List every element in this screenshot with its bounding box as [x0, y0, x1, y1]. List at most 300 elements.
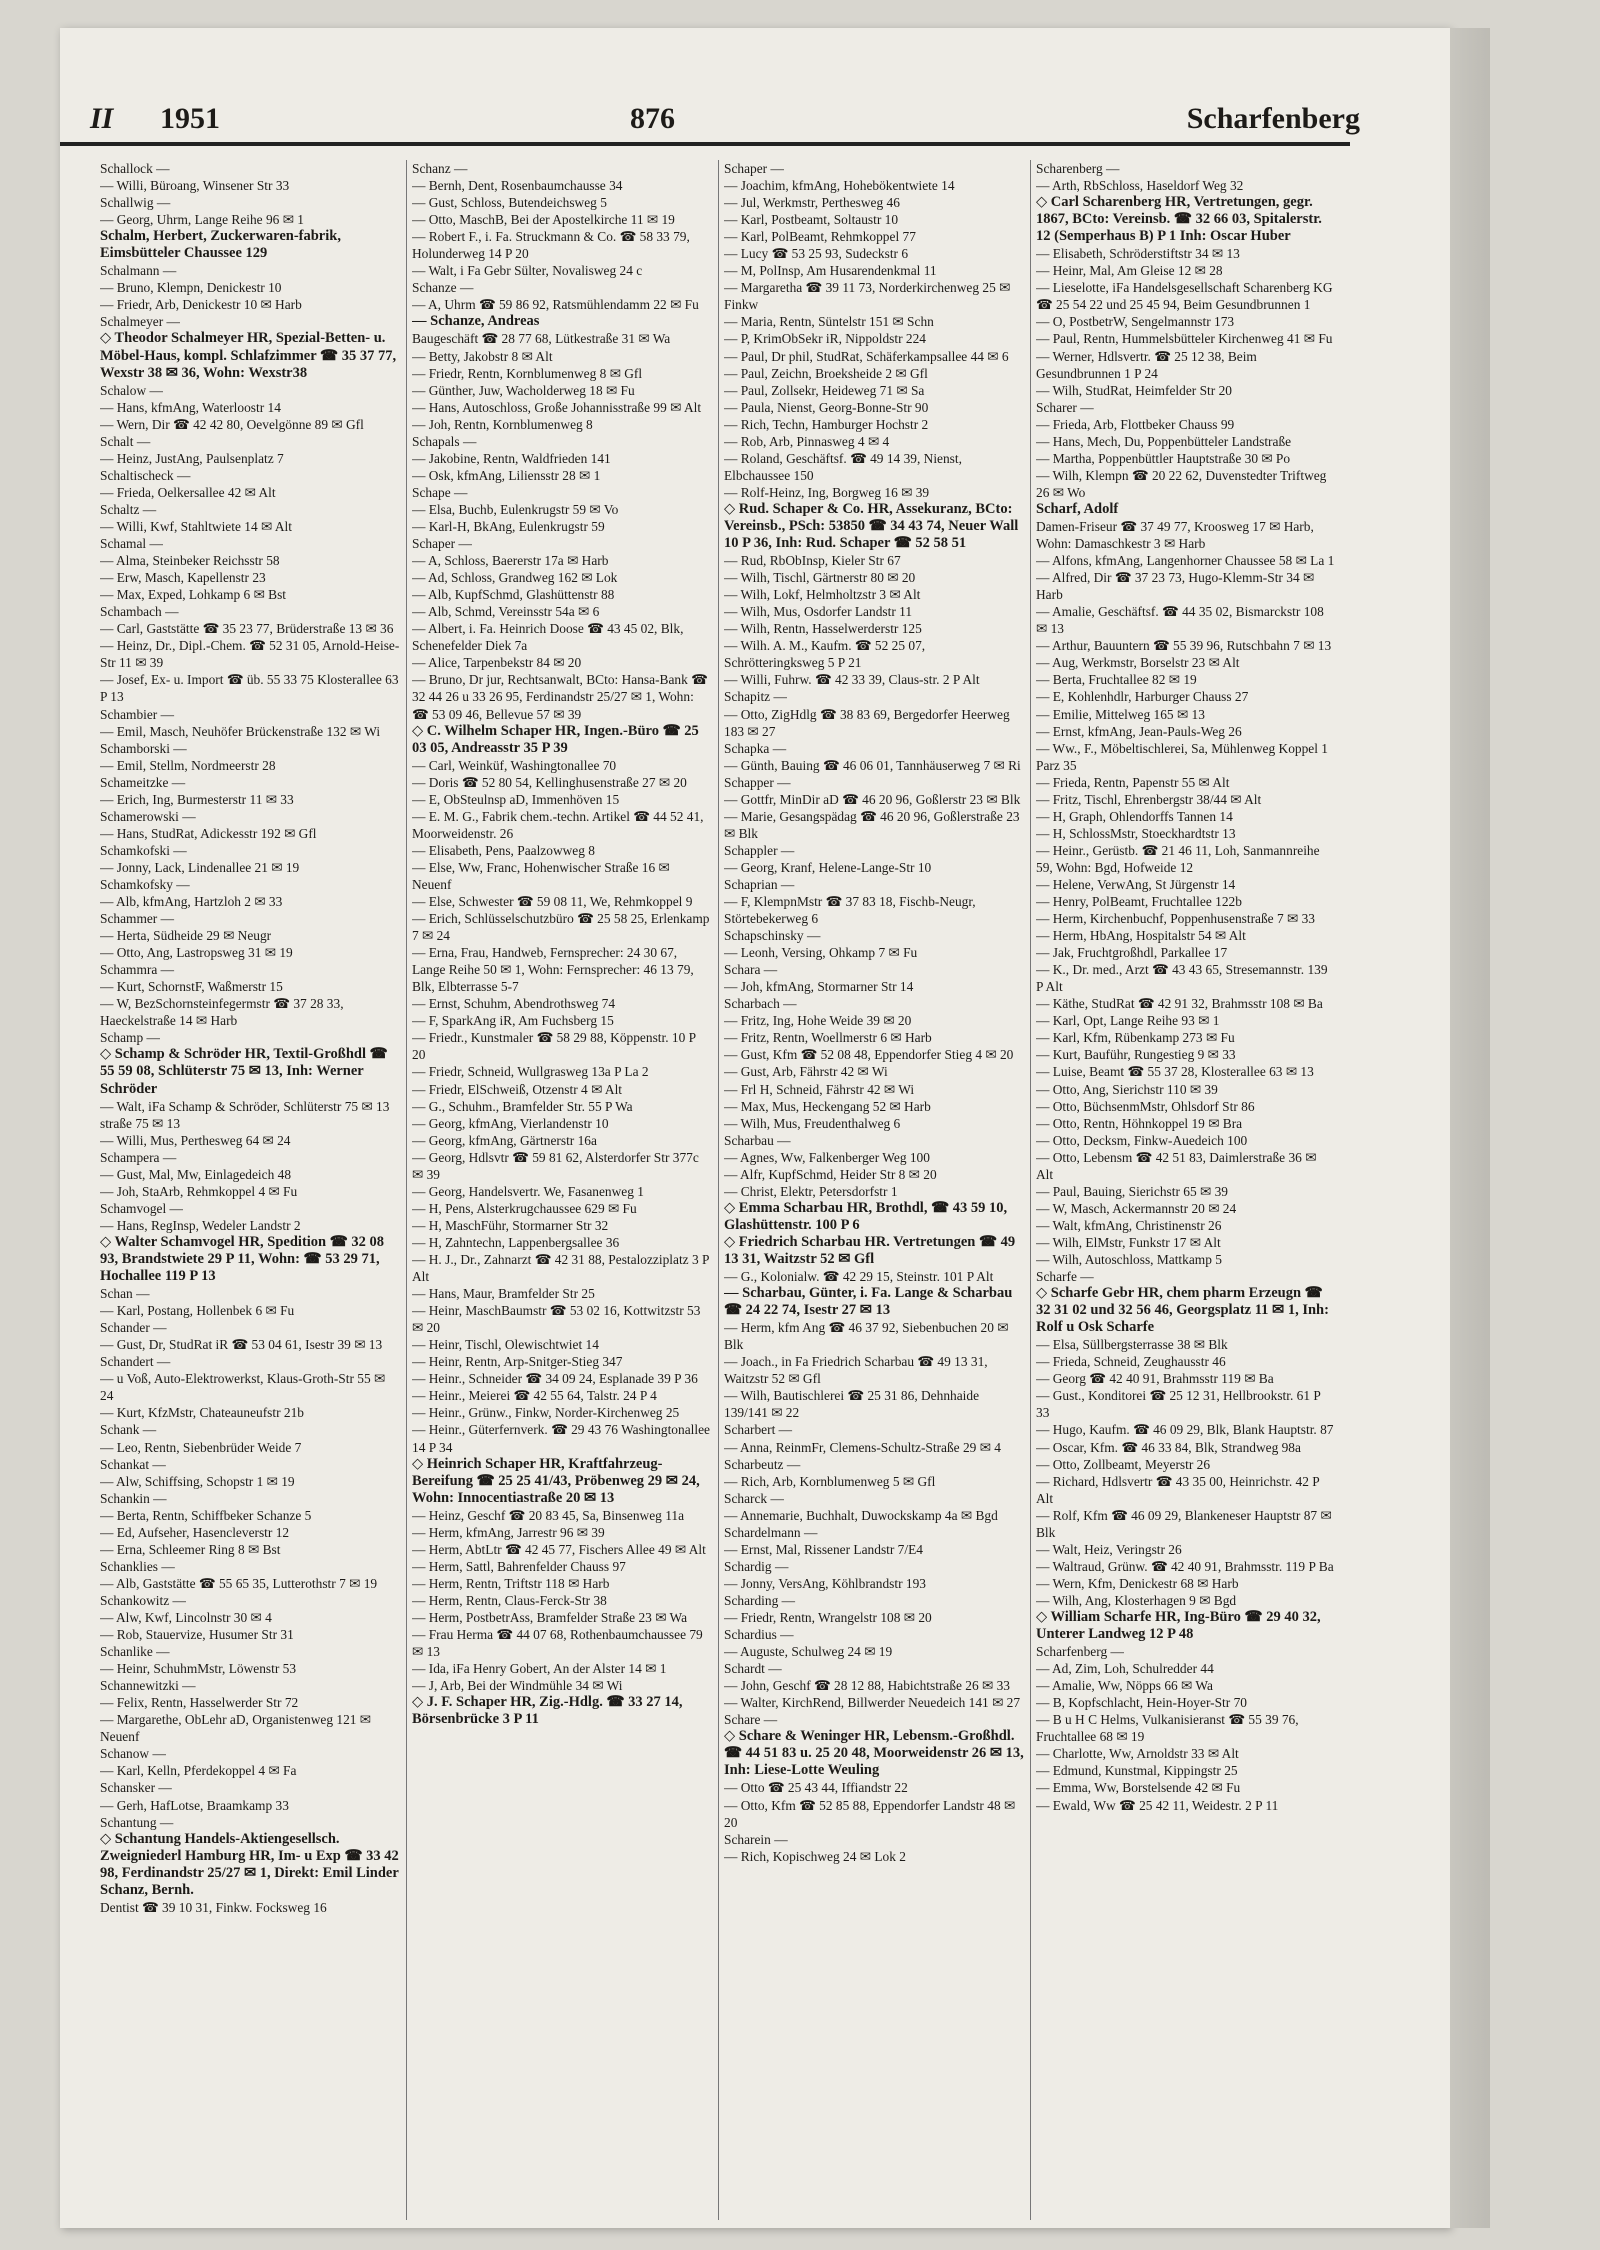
directory-columns [100, 160, 1350, 2240]
directory-entry: — Joachim, kfmAng, Hohebökentwiete 14 [724, 178, 955, 194]
directory-entry: — Ad, Schloss, Grandweg 162 ✉ Lok [412, 570, 618, 586]
directory-entry: — Heinr, Tischl, Olewischtwiet 14 [412, 1337, 599, 1353]
directory-entry: — Alice, Tarpenbekstr 84 ✉ 20 [412, 655, 582, 671]
directory-entry: — Otto, Ang, Sierichstr 110 ✉ 39 [1036, 1081, 1218, 1097]
directory-entry: — Agnes, Ww, Falkenberger Weg 100 [724, 1149, 930, 1165]
directory-entry: Schardius — [724, 1627, 794, 1643]
column-3 [724, 160, 1024, 2220]
directory-entry: — Paula, Nienst, Georg-Bonne-Str 90 [724, 399, 929, 415]
directory-entry: Schapals — [412, 433, 477, 449]
directory-entry: — Rich, Arb, Kornblumenweg 5 ✉ Gfl [724, 1473, 936, 1489]
directory-entry: — G., Schuhm., Bramfelder Str. 55 P Wa [412, 1098, 633, 1114]
directory-entry: — M, PolInsp, Am Husarendenkmal 11 [724, 263, 937, 279]
directory-entry: — Frieda, Oelkersallee 42 ✉ Alt [100, 484, 276, 500]
directory-entry: — Kurt, Bauführ, Rungestieg 9 ✉ 33 [1036, 1047, 1236, 1063]
directory-entry: — Luise, Beamt ☎ 55 37 28, Klosterallee 63 ✉ 13 [1036, 1064, 1314, 1080]
directory-entry: Damen-Friseur ☎ 37 49 77, Kroosweg 17 ✉ Harb, Wohn: Damaschkestr 3 ✉ Harb [1036, 518, 1314, 552]
directory-entry: — Frieda, Schneid, Zeughausstr 46 [1036, 1354, 1226, 1370]
directory-entry: — Emil, Masch, Neuhöfer Brückenstraße 132 ✉ Wi [100, 723, 381, 739]
column-1 [100, 160, 400, 2220]
directory-entry: — Gust, Arb, Fährstr 42 ✉ Wi [724, 1064, 888, 1080]
directory-entry: — Albert, i. Fa. Heinrich Doose ☎ 43 45 02, Blk, Schenefelder Diek 7a [412, 621, 684, 654]
directory-entry: ◇ J. F. Schaper HR, Zig.-Hdlg. ☎ 33 27 14, Börsenbrücke 3 P 11 [412, 1694, 683, 1728]
directory-entry: — Elsa, Buchb, Eulenkrugstr 59 ✉ Vo [412, 501, 619, 517]
directory-entry: — Heinr, Mal, Am Gleise 12 ✉ 28 [1036, 263, 1223, 279]
directory-entry: — E, Kohlenhdlr, Harburger Chauss 27 [1036, 689, 1249, 705]
directory-entry: — Else, Schwester ☎ 59 08 11, We, Rehmkoppel 9 [412, 894, 693, 910]
directory-entry: — H, Graph, Ohlendorffs Tannen 14 [1036, 808, 1233, 824]
directory-entry: — Felix, Rentn, Hasselwerder Str 72 [100, 1695, 299, 1711]
directory-entry: ◇ C. Wilhelm Schaper HR, Ingen.-Büro ☎ 25 03 05, Andreasstr 35 P 39 [412, 722, 699, 756]
directory-entry: — Jonny, Lack, Lindenallee 21 ✉ 19 [100, 859, 300, 875]
directory-entry: — A, Uhrm ☎ 59 86 92, Ratsmühlendamm 22 ✉ Fu [412, 297, 699, 313]
directory-entry: — Ernst, Mal, Rissener Landstr 7/E4 [724, 1541, 923, 1557]
directory-entry: — F, SparkAng iR, Am Fuchsberg 15 [412, 1013, 614, 1029]
directory-entry: — Gust, Kfm ☎ 52 08 48, Eppendorfer Stieg 4 ✉ 20 [724, 1047, 1014, 1063]
directory-entry: — Heinz, JustAng, Paulsenplatz 7 [100, 450, 284, 466]
directory-entry: Schankin — [100, 1490, 167, 1506]
directory-entry: — Wilh, Ang, Klosterhagen 9 ✉ Bgd [1036, 1592, 1237, 1608]
directory-entry: — Friedr., Kunstmaler ☎ 58 29 88, Köppenstr. 10 P 20 [412, 1030, 696, 1063]
directory-entry: — Annemarie, Buchhalt, Duwockskamp 4a ✉ Bgd [724, 1507, 998, 1523]
directory-entry: Schalmeyer — [100, 314, 180, 330]
directory-entry: Schanz, Bernh. [100, 1881, 194, 1898]
directory-entry: Schanlike — [100, 1644, 170, 1660]
directory-entry: — Otto, Decksm, Finkw-Auedeich 100 [1036, 1132, 1248, 1148]
directory-entry: — Herm, AbtLtr ☎ 42 45 77, Fischers Allee 49 ✉ Alt [412, 1541, 706, 1557]
directory-entry: — Heinr., Schneider ☎ 34 09 24, Esplanade 39 P 36 [412, 1371, 698, 1387]
directory-entry: — Willi, Fuhrw. ☎ 42 33 39, Claus-str. 2 P Alt [724, 672, 980, 688]
directory-entry: Schannewitzki — [100, 1678, 196, 1694]
directory-entry: Schandert — [100, 1354, 171, 1370]
directory-entry: Schappler — [724, 842, 795, 858]
directory-entry: Schammra — [100, 962, 175, 978]
directory-entry: — Karl, Postbeamt, Soltaustr 10 [724, 212, 899, 228]
directory-entry: — Joh, StaArb, Rehmkoppel 4 ✉ Fu [100, 1183, 298, 1199]
directory-entry: — Paul, Dr phil, StudRat, Schäferkampsallee 44 ✉ 6 [724, 348, 1009, 364]
directory-entry: — Joach., in Fa Friedrich Scharbau ☎ 49 13 31, Waitzstr 52 ✉ Gfl [724, 1354, 988, 1387]
directory-entry: — Rolf, Kfm ☎ 46 09 29, Blankeneser Hauptstr 87 ✉ Blk [1036, 1507, 1332, 1540]
directory-entry: — Kurt, SchornstF, Waßmerstr 15 [100, 979, 283, 995]
directory-entry: — Willi, Kwf, Stahltwiete 14 ✉ Alt [100, 518, 292, 534]
directory-entry: — Amalie, Geschäftsf. ☎ 44 35 02, Bismarckstr 108 ✉ 13 [1036, 604, 1324, 637]
directory-entry: — Ernst, kfmAng, Jean-Pauls-Weg 26 [1036, 723, 1242, 739]
directory-entry: — Günth, Bauing ☎ 46 06 01, Tannhäuserweg 7 ✉ Ri [724, 757, 1021, 773]
directory-entry: — Henry, PolBeamt, Fruchtallee 122b [1036, 894, 1242, 910]
directory-entry: — Alw, Schiffsing, Schopstr 1 ✉ 19 [100, 1473, 295, 1489]
directory-entry: — Paul, Rentn, Hummelsbütteler Kirchenweg 41 ✉ Fu [1036, 331, 1333, 347]
directory-entry: — Osk, kfmAng, Liliensstr 28 ✉ 1 [412, 467, 601, 483]
directory-entry: — Max, Mus, Heckengang 52 ✉ Harb [724, 1098, 931, 1114]
directory-entry: — Charlotte, Ww, Arnoldstr 33 ✉ Alt [1036, 1746, 1239, 1762]
column-4 [1036, 160, 1336, 2220]
directory-entry: — Martha, Poppenbüttler Hauptstraße 30 ✉ Po [1036, 450, 1291, 466]
directory-entry: — F, KlempnMstr ☎ 37 83 18, Fischb-Neugr, Störtebekerweg 6 [724, 894, 976, 927]
directory-entry: — Alw, Kwf, Lincolnstr 30 ✉ 4 [100, 1609, 272, 1625]
directory-entry: — Paul, Bauing, Sierichstr 65 ✉ 39 [1036, 1183, 1228, 1199]
directory-entry: — Otto, Ang, Lastropsweg 31 ✉ 19 [100, 945, 293, 961]
directory-entry: — Waltraud, Grünw. ☎ 42 40 91, Brahmsstr. 119 P Ba [1036, 1558, 1334, 1574]
directory-entry: — Berta, Rentn, Schiffbeker Schanze 5 [100, 1507, 312, 1523]
directory-entry: Schamvogel — [100, 1200, 183, 1216]
directory-entry: — Hans, kfmAng, Waterloostr 14 [100, 399, 281, 415]
directory-entry: — Georg, Handelsvertr. We, Fasanenweg 1 [412, 1183, 644, 1199]
directory-entry: — Fritz, Tischl, Ehrenbergstr 38/44 ✉ Alt [1036, 791, 1262, 807]
directory-entry: — Heinr., Meierei ☎ 42 55 64, Talstr. 24 P 4 [412, 1388, 657, 1404]
directory-entry: — Else, Ww, Franc, Hohenwischer Straße 16 ✉ Neuenf [412, 859, 670, 892]
directory-entry: Schardt — [724, 1661, 782, 1677]
directory-entry: — Hans, Mech, Du, Poppenbütteler Landstraße [1036, 433, 1292, 449]
directory-entry: — Ewald, Ww ☎ 25 42 11, Weidestr. 2 P 11 [1036, 1797, 1279, 1813]
directory-entry: Schankat — [100, 1456, 166, 1472]
directory-entry: Schapitz — [724, 689, 787, 705]
directory-entry: — Bernh, Dent, Rosenbaumchausse 34 [412, 178, 623, 194]
directory-entry: — Otto, BüchsenmMstr, Ohlsdorf Str 86 [1036, 1098, 1255, 1114]
directory-entry: — Rich, Techn, Hamburger Hochstr 2 [724, 416, 929, 432]
directory-entry: Scharenberg — [1036, 161, 1120, 176]
directory-entry: — Otto, MaschB, Bei der Apostelkirche 11 ✉ 19 [412, 212, 675, 228]
directory-entry: — Willi, Büroang, Winsener Str 33 [100, 178, 290, 194]
directory-entry: — B u H C Helms, Vulkanisieranst ☎ 55 39 76, Fruchtallee 68 ✉ 19 [1036, 1712, 1299, 1745]
directory-entry: — J, Arb, Bei der Windmühle 34 ✉ Wi [412, 1678, 623, 1694]
directory-entry: — Ad, Zim, Loh, Schulredder 44 [1036, 1661, 1214, 1677]
directory-entry: — Helene, VerwAng, St Jürgenstr 14 [1036, 876, 1236, 892]
directory-entry: — Herm, Sattl, Bahrenfelder Chauss 97 [412, 1558, 626, 1574]
directory-entry: — Friedr, Rentn, Kornblumenweg 8 ✉ Gfl [412, 365, 643, 381]
directory-entry: ◇ Walter Schamvogel HR, Spedition ☎ 32 08 93, Brandstwiete 29 P 11, Wohn: ☎ 53 29 71, Hochallee 119 P 13 [100, 1233, 385, 1285]
directory-entry: Schara — [724, 962, 778, 978]
directory-entry: — Wilh, Mus, Osdorfer Landstr 11 [724, 604, 913, 620]
directory-entry: — Bruno, Klempn, Denickestr 10 [100, 280, 282, 296]
directory-entry: Scharbau — [724, 1132, 791, 1148]
directory-entry: — Max, Exped, Lohkamp 6 ✉ Bst [100, 587, 287, 603]
directory-entry: — Betty, Jakobstr 8 ✉ Alt [412, 348, 553, 364]
directory-entry: — Jonny, VersAng, Köhlbrandstr 193 [724, 1575, 926, 1591]
directory-entry: — Herm, Rentn, Triftstr 118 ✉ Harb [412, 1575, 610, 1591]
directory-entry: — Otto, Kfm ☎ 52 85 88, Eppendorfer Landstr 48 ✉ 20 [724, 1797, 1016, 1830]
directory-entry: — Scharbau, Günter, i. Fa. Lange & Scharbau ☎ 24 22 74, Isestr 27 ✉ 13 [724, 1285, 1013, 1319]
directory-entry: — Hugo, Kaufm. ☎ 46 09 29, Blk, Blank Hauptstr. 87 [1036, 1422, 1334, 1438]
directory-entry: Schapper — [724, 774, 791, 790]
directory-entry: — Willi, Mus, Perthesweg 64 ✉ 24 [100, 1132, 291, 1148]
directory-entry: Schapschinsky — [724, 928, 821, 944]
directory-entry: — Wilh, Tischl, Gärtnerstr 80 ✉ 20 [724, 570, 916, 586]
directory-entry: — Jul, Werkmstr, Perthesweg 46 [724, 195, 900, 211]
directory-entry: Schallwig — [100, 195, 171, 211]
directory-entry: — Herm, HbAng, Hospitalstr 54 ✉ Alt [1036, 928, 1246, 944]
directory-entry: — Elisabeth, Schröderstiftstr 34 ✉ 13 [1036, 246, 1240, 262]
directory-entry: — Anna, ReinmFr, Clemens-Schultz-Straße 29 ✉ 4 [724, 1439, 1001, 1455]
directory-entry: — Leo, Rentn, Siebenbrüder Weide 7 [100, 1439, 302, 1455]
directory-entry: — Georg, Kranf, Helene-Lange-Str 10 [724, 859, 932, 875]
directory-entry: — Walt, kfmAng, Christinenstr 26 [1036, 1217, 1222, 1233]
directory-entry: — Alfr, KupfSchmd, Heider Str 8 ✉ 20 [724, 1166, 937, 1182]
directory-entry: — Elsa, Süllbergsterrasse 38 ✉ Blk [1036, 1337, 1228, 1353]
directory-entry: — Rob, Arb, Pinnasweg 4 ✉ 4 [724, 433, 890, 449]
directory-entry: ◇ William Scharfe HR, Ing-Büro ☎ 29 40 32, Unterer Landweg 12 P 48 [1036, 1608, 1321, 1643]
directory-entry: ◇ Theodor Schalmeyer HR, Spezial-Betten- u. Möbel-Haus, kompl. Schlafzimmer ☎ 35 37 77, Wexstr 38 ✉ 36, Wohn: Wexstr38 [100, 330, 397, 381]
directory-entry: — H, MaschFühr, Stormarner Str 32 [412, 1217, 609, 1233]
directory-entry: — Emma, Ww, Borstelsende 42 ✉ Fu [1036, 1780, 1241, 1796]
directory-entry: — Robert F., i. Fa. Struckmann & Co. ☎ 58 33 79, Holunderweg 14 P 20 [412, 229, 690, 262]
directory-entry: ◇ Schamp & Schröder HR, Textil-Großhdl ☎ 55 59 08, Schlüterstr 75 ✉ 13, Inh: Werner Schröder [100, 1046, 388, 1097]
directory-entry: — Ernst, Schuhm, Abendrothsweg 74 [412, 996, 616, 1012]
directory-entry: — Herm, Kirchenbuchf, Poppenhusenstraße 7 ✉ 33 [1036, 911, 1315, 927]
directory-entry: — Ida, iFa Henry Gobert, An der Alster 14 ✉ 1 [412, 1661, 667, 1677]
directory-entry: — Ed, Aufseher, Hasencleverstr 12 [100, 1524, 290, 1540]
directory-entry: ◇ Rud. Schaper & Co. HR, Assekuranz, BCto: Vereinsb., PSch: 53850 ☎ 34 43 74, Neuer Wall 10 P 36, Inh: Rud. Schaper ☎ 52 58 51 [724, 500, 1019, 552]
directory-entry: — Alma, Steinbeker Reichsstr 58 [100, 553, 280, 569]
directory-entry: Scharbert — [724, 1422, 793, 1438]
directory-entry: — Heinr, SchuhmMstr, Löwenstr 53 [100, 1661, 297, 1677]
directory-entry: — Josef, Ex- u. Import ☎ üb. 55 33 75 Klosterallee 63 P 13 [100, 672, 399, 705]
directory-entry: — Paul, Zollsekr, Heideweg 71 ✉ Sa [724, 382, 925, 398]
directory-entry: — Otto, Zollbeamt, Meyerstr 26 [1036, 1456, 1211, 1472]
directory-entry: Scharein — [724, 1831, 788, 1847]
directory-entry: — Karl-H, BkAng, Eulenkrugstr 59 [412, 518, 605, 534]
directory-entry: — Hans, RegInsp, Wedeler Landstr 2 [100, 1217, 301, 1233]
directory-entry: — H, Zahntechn, Lappenbergsallee 36 [412, 1234, 620, 1250]
directory-entry: — Gottfr, MinDir aD ☎ 46 20 96, Goßlerstr 23 ✉ Blk [724, 791, 1021, 807]
directory-entry: — Otto, ZigHdlg ☎ 38 83 69, Bergedorfer Heerweg 183 ✉ 27 [724, 706, 1010, 739]
directory-entry: — Wern, Dir ☎ 42 42 80, Oevelgönne 89 ✉ Gfl [100, 416, 364, 432]
directory-entry: — Frau Herma ☎ 44 07 68, Rothenbaumchaussee 79 ✉ 13 [412, 1627, 703, 1660]
directory-entry: — Rud, RbObInsp, Kieler Str 67 [724, 553, 901, 569]
directory-entry: — W, BezSchornsteinfegermstr ☎ 37 28 33, Haeckelstraße 14 ✉ Harb [100, 996, 344, 1029]
directory-entry: — Alfred, Dir ☎ 37 23 73, Hugo-Klemm-Str 34 ✉ Harb [1036, 570, 1315, 603]
directory-entry: — Wilh, Rentn, Hasselwerderstr 125 [724, 621, 922, 637]
directory-entry: — E, ObSteulnsp aD, Immenhöven 15 [412, 791, 620, 807]
directory-entry: — Alb, Gaststätte ☎ 55 65 35, Lutterothstr 7 ✉ 19 [100, 1575, 378, 1591]
directory-entry: — Rob, Stauervize, Husumer Str 31 [100, 1627, 294, 1643]
directory-entry: — Gerh, HafLotse, Braamkamp 33 [100, 1797, 289, 1813]
directory-entry: Schardig — [724, 1558, 789, 1574]
directory-entry: — Georg, Uhrm, Lange Reihe 96 ✉ 1 [100, 212, 304, 228]
page-number: 876 [630, 102, 675, 135]
directory-entry: — Rolf-Heinz, Ing, Borgweg 16 ✉ 39 [724, 484, 930, 500]
directory-entry: — Hans, Autoschloss, Große Johannisstraße 99 ✉ Alt [412, 399, 702, 415]
directory-entry: Schapka — [724, 740, 787, 756]
directory-entry: — Karl, Kfm, Rübenkamp 273 ✉ Fu [1036, 1030, 1235, 1046]
directory-entry: — Heinr, MaschBaumstr ☎ 53 02 16, Kottwitzstr 53 ✉ 20 [412, 1303, 701, 1336]
directory-entry: — Günther, Juw, Wacholderweg 18 ✉ Fu [412, 382, 635, 398]
directory-entry: — B, Kopfschlacht, Hein-Hoyer-Str 70 [1036, 1695, 1247, 1711]
directory-entry: — Karl, PolBeamt, Rehmkoppel 77 [724, 229, 916, 245]
directory-entry: Schankowitz — [100, 1592, 186, 1608]
directory-entry: Schammer — [100, 911, 175, 927]
directory-entry: Scharf, Adolf [1036, 500, 1119, 517]
directory-entry: Baugeschäft ☎ 28 77 68, Lütkestraße 31 ✉ Wa [412, 331, 671, 347]
directory-entry: Schantung — [100, 1814, 174, 1830]
directory-entry: — Maria, Rentn, Süntelstr 151 ✉ Schn [724, 314, 934, 330]
directory-entry: — Alb, KupfSchmd, Glashüttenstr 88 [412, 587, 615, 603]
directory-entry: — Friedr, Arb, Denickestr 10 ✉ Harb [100, 297, 302, 313]
directory-entry: — Frieda, Arb, Flottbeker Chauss 99 [1036, 416, 1235, 432]
directory-entry: — Herm, Rentn, Claus-Ferck-Str 38 [412, 1592, 607, 1608]
directory-entry: — Friedr, ElSchweiß, Otzenstr 4 ✉ Alt [412, 1081, 623, 1097]
directory-entry: — Fritz, Rentn, Woellmerstr 6 ✉ Harb [724, 1030, 932, 1046]
book-gutter [1450, 28, 1490, 2228]
directory-entry: — Walter, KirchRend, Billwerder Neuedeich 141 ✉ 27 [724, 1695, 1021, 1711]
directory-entry: — Emilie, Mittelweg 165 ✉ 13 [1036, 706, 1205, 722]
directory-entry: — Paul, Zeichn, Broeksheide 2 ✉ Gfl [724, 365, 928, 381]
directory-entry: — Walt, i Fa Gebr Sülter, Novaliswеg 24 c [412, 263, 643, 279]
directory-entry: — P, KrimObSekr iR, Nippoldstr 224 [724, 331, 926, 347]
directory-entry: Schaltischeck — [100, 467, 191, 483]
directory-entry: Scharbeutz — [724, 1456, 801, 1472]
directory-entry: — Wilh. A. M., Kaufm. ☎ 52 25 07, Schrötteringksweg 5 P 21 [724, 638, 926, 671]
directory-entry: Schaper — [724, 161, 784, 176]
running-head: Scharfenberg [1186, 102, 1360, 135]
directory-entry: Schalow — [100, 382, 163, 398]
directory-entry: Schampera — [100, 1149, 177, 1165]
directory-entry: — Georg, kfmAng, Gärtnerstr 16a [412, 1132, 597, 1148]
directory-entry: — Ww., F., Möbeltischlerei, Sa, Mühlenweg Koppel 1 Parz 35 [1036, 740, 1328, 773]
directory-entry: — Roland, Geschäftsf. ☎ 49 14 39, Nienst, Elbchaussee 150 [724, 450, 962, 483]
directory-entry: — Herta, Südheide 29 ✉ Neugr [100, 928, 272, 944]
directory-entry: — E. M. G., Fabrik chem.-techn. Artikel ☎ 44 52 41, Moorweidenstr. 26 [412, 808, 704, 841]
directory-entry: — Lieselotte, iFa Handelsgesellschaft Scharenberg KG ☎ 25 54 22 und 25 45 94, Beim Gesundbrunnen 1 [1036, 280, 1333, 313]
directory-entry: — W, Masch, Ackermannstr 20 ✉ 24 [1036, 1200, 1237, 1216]
directory-entry: Schardelmann — [724, 1524, 818, 1540]
directory-entry: — Doris ☎ 52 80 54, Kellinghusenstraße 27 ✉ 20 [412, 774, 687, 790]
directory-entry: — Erna, Frau, Handweb, Fernsprecher: 24 30 67, Lange Reihe 50 ✉ 1, Wohn: Fernsprecher: 46 13 79, Blk, Elbterrasse 5-7 [412, 945, 694, 995]
directory-entry: — Carl, Gaststätte ☎ 35 23 77, Brüderstraße 13 ✉ 36 [100, 621, 394, 637]
directory-entry: Scharfe — [1036, 1269, 1094, 1285]
directory-entry: — Georg, Hdlsvtr ☎ 59 81 62, Alsterdorfer Str 377c ✉ 39 [412, 1149, 699, 1182]
directory-entry: — A, Schloss, Baererstr 17a ✉ Harb [412, 553, 609, 569]
directory-entry: — Wilh, Mus, Freudenthalweg 6 [724, 1115, 901, 1131]
directory-entry: — Gust, Mal, Mw, Einlagedeich 48 [100, 1166, 292, 1182]
directory-entry: Scharding — [724, 1592, 796, 1608]
directory-entry: — Rich, Kopischweg 24 ✉ Lok 2 [724, 1848, 906, 1864]
directory-entry: — Amalie, Ww, Nöpps 66 ✉ Wa [1036, 1678, 1213, 1694]
directory-entry: — Georg ☎ 42 40 91, Brahmsstr 119 ✉ Ba [1036, 1371, 1274, 1387]
directory-entry: — Gust, Schloss, Butendeichsweg 5 [412, 195, 607, 211]
directory-entry: ◇ Heinrich Schaper HR, Kraftfahrzeug-Bereifung ☎ 25 25 41/43, Pröbenweg 29 ✉ 24, Wohn: Innocentiastraße 20 ✉ 13 [412, 1455, 700, 1506]
directory-entry: — Arth, RbSchloss, Haseldorf Weg 32 [1036, 178, 1244, 194]
directory-entry: Schambier — [100, 706, 175, 722]
directory-entry: — Richard, Hdlsvertr ☎ 43 35 00, Heinrichstr. 42 P Alt [1036, 1473, 1320, 1506]
directory-entry: Schamkofski — [100, 842, 187, 858]
directory-entry: — G., Kolonialw. ☎ 42 29 15, Steinstr. 101 P Alt [724, 1269, 994, 1285]
directory-entry: — Hans, Maur, Bramfelder Str 25 [412, 1286, 595, 1302]
directory-entry: — H, SchlossMstr, Stoeckhardtstr 13 [1036, 825, 1236, 841]
directory-entry: Schalm, Herbert, Zuckerwaren-fabrik, Eimsbütteler Chaussee 129 [100, 228, 341, 262]
directory-entry: — Jak, Fruchtgroßhdl, Parkallee 17 [1036, 945, 1228, 961]
volume-label: II [90, 102, 114, 135]
column-rule [1030, 160, 1031, 2220]
directory-entry: Schan — [100, 1286, 150, 1302]
directory-entry: — Heinz, Geschf ☎ 20 83 45, Sa, Binsenweg 11a [412, 1507, 685, 1523]
directory-entry: Schamkofsky — [100, 876, 190, 892]
directory-entry: — Berta, Fruchtallee 82 ✉ 19 [1036, 672, 1197, 688]
directory-entry: — Walt, Heiz, Veringstr 26 [1036, 1541, 1182, 1557]
directory-entry: — O, PostbetrW, Sengelmannstr 173 [1036, 314, 1235, 330]
directory-entry: Schambach — [100, 604, 179, 620]
directory-entry: Schare — [724, 1712, 778, 1728]
directory-entry: Schank — [100, 1422, 157, 1438]
directory-entry: — Erich, Ing, Burmesterstr 11 ✉ 33 [100, 791, 294, 807]
directory-entry: — Lucy ☎ 53 25 93, Sudeckstr 6 [724, 246, 909, 262]
directory-entry: Schape — [412, 484, 468, 500]
directory-entry: — Bruno, Dr jur, Rechtsanwalt, BCto: Hansa-Bank ☎ 32 44 26 u 33 26 95, Ferdinandstr 25/27 ✉ 1, Wohn: ☎ 53 09 46, Bellevue 57 ✉ 39 [412, 672, 708, 722]
directory-entry: ◇ Schare & Weninger HR, Lebensm.-Großhdl. ☎ 44 51 83 u. 25 20 48, Moorweidenstr 26 ✉ 13, Inh: Liese-Lotte Weuling [724, 1728, 1024, 1779]
directory-entry: — K., Dr. med., Arzt ☎ 43 43 65, Stresemannstr. 139 P Alt [1036, 962, 1328, 995]
directory-entry: — Aug, Werkmstr, Borselstr 23 ✉ Alt [1036, 655, 1240, 671]
directory-entry: — Wilh, Autoschloss, Mattkamp 5 [1036, 1252, 1222, 1267]
directory-entry: Dentist ☎ 39 10 31, Finkw. Focksweg 16 [100, 1899, 327, 1915]
directory-entry: — Alb, Schmd, Vereinsstr 54a ✉ 6 [412, 604, 600, 620]
directory-entry: — Karl, Opt, Lange Reihe 93 ✉ 1 [1036, 1013, 1220, 1029]
directory-entry: Schanze — [412, 280, 474, 296]
directory-entry: — Käthe, StudRat ☎ 42 91 32, Brahmsstr 108 ✉ Ba [1036, 996, 1323, 1012]
directory-entry: — Frieda, Rentn, Papenstr 55 ✉ Alt [1036, 774, 1230, 790]
directory-entry: — Alfons, kfmAng, Langenhorner Chaussee 58 ✉ La 1 [1036, 553, 1335, 569]
directory-entry: — Heinr., Grünw., Finkw, Norder-Kirchenweg 25 [412, 1405, 680, 1421]
directory-entry: — Wilh, Lokf, Helmholtzstr 3 ✉ Alt [724, 587, 921, 603]
directory-entry: — Erich, Schlüsselschutzbüro ☎ 25 58 25, Erlenkamp 7 ✉ 24 [412, 911, 710, 944]
directory-entry: — Wilh, ElMstr, Funkstr 17 ✉ Alt [1036, 1234, 1221, 1250]
directory-entry: — Edmund, Kunstmal, Kippingstr 25 [1036, 1763, 1238, 1779]
directory-entry: — Erna, Schleemer Ring 8 ✉ Bst [100, 1541, 281, 1557]
directory-entry: — Hans, StudRat, Adickesstr 192 ✉ Gfl [100, 825, 317, 841]
directory-entry: Schalmann — [100, 263, 177, 279]
directory-entry: — Carl, Weinküf, Washingtonallee 70 [412, 757, 617, 773]
directory-entry: Schamborski — [100, 740, 187, 756]
directory-entry: — Oscar, Kfm. ☎ 46 33 84, Blk, Strandweg 98a [1036, 1439, 1301, 1455]
directory-entry: — Gust., Konditorei ☎ 25 12 31, Hellbrookstr. 61 P 33 [1036, 1388, 1321, 1421]
column-rule [718, 160, 719, 2220]
column-2 [412, 160, 712, 2220]
directory-entry: — Christ, Elektr, Petersdorfstr 1 [724, 1183, 898, 1199]
directory-entry: — u Voß, Auto-Elektrowerkst, Klaus-Groth-Str 55 ✉ 24 [100, 1371, 386, 1404]
directory-entry: — Fritz, Ing, Hohe Weide 39 ✉ 20 [724, 1013, 912, 1029]
directory-entry: — Margarethe, ObLehr aD, Organistenweg 121 ✉ Neuenf [100, 1712, 372, 1745]
directory-entry: — Kurt, KfzMstr, Chateauneufstr 21b [100, 1405, 304, 1421]
directory-entry: Scharer — [1036, 399, 1094, 415]
directory-entry: — Otto, Lebensm ☎ 42 51 83, Daimlerstraße 36 ✉ Alt [1036, 1149, 1317, 1182]
directory-entry: — Schanze, Andreas [412, 313, 540, 330]
directory-entry: Scharck — [724, 1490, 784, 1506]
directory-entry: — Gust, Dr, StudRat iR ☎ 53 04 61, Isestr 39 ✉ 13 [100, 1337, 383, 1353]
directory-entry: — Heinz, Dr., Dipl.-Chem. ☎ 52 31 05, Arnold-Heise-Str 11 ✉ 39 [100, 638, 400, 671]
directory-entry: — Wilh, Bautischlerei ☎ 25 31 86, Dehnhaide 139/141 ✉ 22 [724, 1388, 980, 1421]
directory-entry: — Heinr, Rentn, Arp-Snitger-Stieg 347 [412, 1354, 623, 1370]
directory-entry: — Herm, kfm Ang ☎ 46 37 92, Siebenbuchen 20 ✉ Blk [724, 1320, 1009, 1353]
directory-entry: Schaper — [412, 536, 472, 552]
directory-entry: Schanz — [412, 161, 468, 176]
directory-entry: Schaltz — [100, 501, 157, 517]
directory-entry: — Emil, Stellm, Nordmeerstr 28 [100, 757, 276, 773]
directory-entry: — Friedr, Schneid, Wullgrasweg 13a P La 2 [412, 1064, 649, 1080]
directory-entry: Schanklies — [100, 1558, 175, 1574]
directory-entry: Scharbach — [724, 996, 797, 1012]
directory-entry: — Auguste, Schulweg 24 ✉ 19 [724, 1644, 893, 1660]
directory-entry: Scharfenberg — [1036, 1644, 1124, 1660]
directory-entry: — Heinr., Güterfernverk. ☎ 29 43 76 Washingtonallee 14 P 34 [412, 1422, 710, 1455]
directory-entry: Schameitzke — [100, 774, 186, 790]
directory-entry: — Alb, kfmAng, Hartzloh 2 ✉ 33 [100, 894, 283, 910]
directory-entry: — Walt, iFa Schamp & Schröder, Schlüterstr 75 ✉ 13 [100, 1098, 390, 1114]
directory-entry: — Wern, Kfm, Denickestr 68 ✉ Harb [1036, 1575, 1239, 1591]
directory-entry: — Heinr., Gerüstb. ☎ 21 46 11, Loh, Sanmannreihe 59, Wohn: Bgd, Hofweide 12 [1036, 842, 1320, 875]
directory-entry: — Karl, Postang, Hollenbek 6 ✉ Fu [100, 1303, 295, 1319]
year-label: 1951 [160, 102, 220, 135]
directory-entry: — Margaretha ☎ 39 11 73, Norderkirchenweg 25 ✉ Finkw [724, 280, 1011, 313]
directory-entry: Schamerowski — [100, 808, 196, 824]
page-header [60, 70, 1360, 146]
